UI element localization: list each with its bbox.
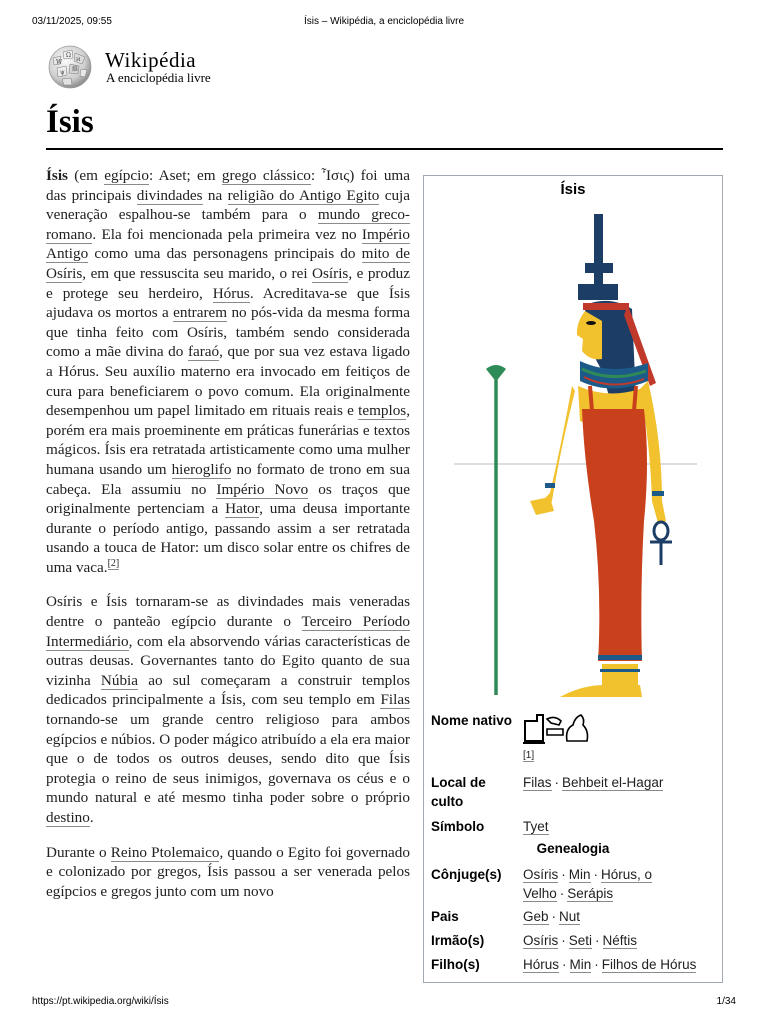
article-link[interactable]: templos	[358, 402, 407, 420]
article-text: ao sul começaram a construir templos dedicados principalmente a Ísis, com seu templo em	[46, 671, 410, 709]
article-text: no formato de trono em sua cabeça. Ela assumiu no	[46, 460, 410, 498]
isis-goddess-illustration[interactable]	[452, 211, 722, 701]
article-text: na	[202, 186, 228, 204]
value-separator: ·	[593, 867, 599, 882]
article-body	[46, 166, 410, 916]
value-separator: ·	[561, 867, 566, 882]
article-link[interactable]: Osíris	[312, 264, 349, 282]
reference-link[interactable]: [1]	[523, 750, 535, 761]
value-separator: ·	[594, 957, 599, 972]
wikipedia-tagline: A enciclopédia livre	[106, 70, 211, 85]
article-link[interactable]: destino	[46, 809, 90, 826]
infobox-value-link[interactable]: Serápis	[567, 886, 614, 901]
wikipedia-globe-icon	[45, 44, 95, 90]
article-link[interactable]: Terceiro Período Intermediário	[46, 613, 410, 650]
value-separator: ·	[559, 886, 565, 901]
article-link[interactable]: faraó	[187, 343, 220, 361]
infobox-value-link[interactable]: Filhos de Hórus	[601, 957, 697, 972]
infobox-title: Ísis	[560, 181, 586, 198]
article-link[interactable]: religião do Antigo Egito	[227, 186, 380, 204]
isis-figure-svg	[452, 211, 722, 701]
article-link[interactable]: divindades	[136, 186, 203, 204]
article-text: no pós-vida da mesma forma que tinha feito com Osíris, também sendo considerada como a mãe divina do	[46, 304, 410, 361]
article-text: , e produz e protege seu herdeiro,	[46, 264, 410, 302]
article-link[interactable]: mundo greco-romano	[46, 206, 410, 243]
article-text: .	[89, 809, 94, 826]
isis-hieroglyph-icon	[523, 711, 593, 745]
print-page-number: 1/34	[716, 996, 736, 1007]
infobox-row-value	[523, 865, 716, 903]
article-text: os traços que originalmente pertenciam a	[46, 480, 411, 518]
value-separator: ·	[554, 775, 560, 790]
article-text: , uma deusa importante durante o período antigo, passando assim a ser retratada usando a touca de Hator: um disco solar entre os chifres de uma vaca.	[46, 500, 410, 576]
value-separator: ·	[562, 957, 567, 972]
infobox-row-label: Filho(s)	[431, 957, 480, 972]
article-text: Durante o	[46, 843, 111, 861]
infobox-value-link[interactable]: Seti	[568, 933, 593, 948]
article-text: . Ela foi mencionada pela primeira vez no	[92, 225, 362, 243]
svg-text:Ω: Ω	[66, 52, 71, 59]
article-text: Osíris e Ísis tornaram-se as divindades mais veneradas dentre o panteão egípcio durante o	[46, 593, 410, 631]
article-link[interactable]: Hórus	[212, 284, 250, 302]
infobox-value-link[interactable]: Hórus, o Velho	[523, 867, 653, 901]
value-separator: ·	[551, 909, 557, 924]
svg-text:W: W	[56, 59, 63, 66]
article-link[interactable]: entrarem	[173, 304, 228, 322]
article-text: tornando-se um grande centro religioso para ambos egípcios e núbios. O poder mágico atribuído a ela era maior que o de todos os outros deuses, sendo dito que Ísis protegia o reino de seus inimigos, governava os céus e o mundo natural e até mesmo tinha poder sobre o próprio	[46, 711, 410, 807]
article-text: , quando o Egito foi governado e colonizado por gregos, Ísis passou a ser venerada pelos egípcios e gregos junto com um novo	[46, 843, 410, 900]
article-text: , em que ressuscita seu marido, o rei	[82, 264, 313, 282]
infobox-row-label: Cônjuge(s)	[431, 867, 502, 882]
article-text: , que por sua vez estava ligado a Hórus. Seu auxílio materno era invocado em feitiços de cura para beneficiarem o povo comum. Ela originalmente desempenhou um papel limitado em rituais reais e	[46, 343, 410, 420]
article-link[interactable]: Filas	[380, 691, 410, 709]
article-link[interactable]: hieroglifo	[171, 460, 232, 478]
article-link[interactable]: Império Antigo	[46, 225, 410, 263]
infobox-value-link[interactable]: Tyet	[523, 819, 549, 834]
infobox-row-value	[523, 931, 716, 950]
article-link[interactable]: mito de Osíris	[46, 245, 410, 282]
article-link[interactable]: grego clássico	[221, 167, 311, 184]
article-text: : Ἶσις) foi uma das principais	[46, 167, 410, 204]
infobox-value-link[interactable]: Osíris	[523, 933, 559, 948]
article-subject: Ísis	[46, 167, 68, 184]
print-url: https://pt.wikipedia.org/wiki/Ísis	[32, 996, 169, 1007]
infobox-row-value	[523, 773, 716, 792]
print-header	[32, 16, 736, 30]
article-text: como uma das personagens principais do	[88, 245, 362, 263]
infobox-value-link[interactable]: Behbeit el-Hagar	[562, 775, 664, 790]
print-footer	[32, 996, 736, 1010]
title-divider	[46, 148, 723, 150]
article-link[interactable]: egípcio	[104, 167, 149, 184]
infobox-value-link[interactable]: Néftis	[602, 933, 638, 948]
page-title: Ísis	[46, 104, 94, 140]
reference-label: [2]	[107, 557, 120, 569]
article-text: cuja veneração espalhou-se também para o	[46, 186, 410, 224]
article-paragraph	[46, 843, 410, 902]
infobox-value-link[interactable]: Geb	[523, 909, 549, 924]
infobox	[423, 175, 723, 983]
infobox-row-label: Símbolo	[431, 819, 485, 834]
article-text: , porém era mais proeminente em práticas funerárias e textos mágicos. Ísis era retratada artisticamente como uma mulher humana usando um	[46, 402, 410, 478]
infobox-row-value	[523, 907, 716, 926]
infobox-row-value	[523, 955, 716, 974]
article-link[interactable]: Núbia	[100, 671, 139, 689]
article-link[interactable]: Reino Ptolemaico	[110, 843, 220, 861]
infobox-row-label: Nome nativo	[431, 713, 513, 728]
article-link[interactable]: Hator	[225, 500, 260, 518]
value-separator: ·	[595, 933, 600, 948]
wikipedia-logo[interactable]	[45, 44, 235, 90]
infobox-value-link[interactable]: Osíris	[523, 867, 559, 882]
article-text: , com ela absorvendo várias características de outras deusas. Governantes tanto do Egito quanto de sua vizinha	[46, 632, 410, 689]
infobox-value-link[interactable]: Min	[568, 867, 591, 882]
wikipedia-wordmark: Wikipédia	[105, 48, 197, 72]
article-text: (em	[67, 167, 105, 184]
reference-link[interactable]	[108, 558, 120, 570]
svg-text:ψ: ψ	[60, 69, 65, 76]
article-paragraph	[46, 592, 410, 827]
infobox-row-label: Local de culto	[431, 775, 486, 809]
infobox-value-link[interactable]: Hórus	[523, 957, 560, 972]
value-separator: ·	[561, 933, 566, 948]
infobox-value-link[interactable]: Nut	[559, 909, 581, 924]
print-page-title: Ísis – Wikipédia, a enciclopédia livre	[303, 16, 465, 27]
print-datetime: 03/11/2025, 09:55	[32, 16, 112, 27]
article-paragraph	[46, 166, 410, 577]
article-text: : Aset; em	[148, 167, 222, 184]
infobox-row-value	[523, 817, 716, 836]
article-text: . Acreditava-se que Ísis ajudava os mortos a	[46, 284, 410, 322]
infobox-row-label: Pais	[431, 909, 459, 924]
infobox-row-label: Irmão(s)	[431, 933, 485, 948]
article-link[interactable]: Império Novo	[216, 480, 309, 498]
infobox-value-link[interactable]: Min	[569, 957, 592, 972]
infobox-value-link[interactable]: Filas	[523, 775, 552, 790]
svg-text:維: 維	[72, 66, 79, 73]
infobox-section-header: Genealogia	[536, 841, 610, 856]
infobox-row-value	[523, 711, 716, 762]
svg-text:И: И	[76, 57, 81, 63]
